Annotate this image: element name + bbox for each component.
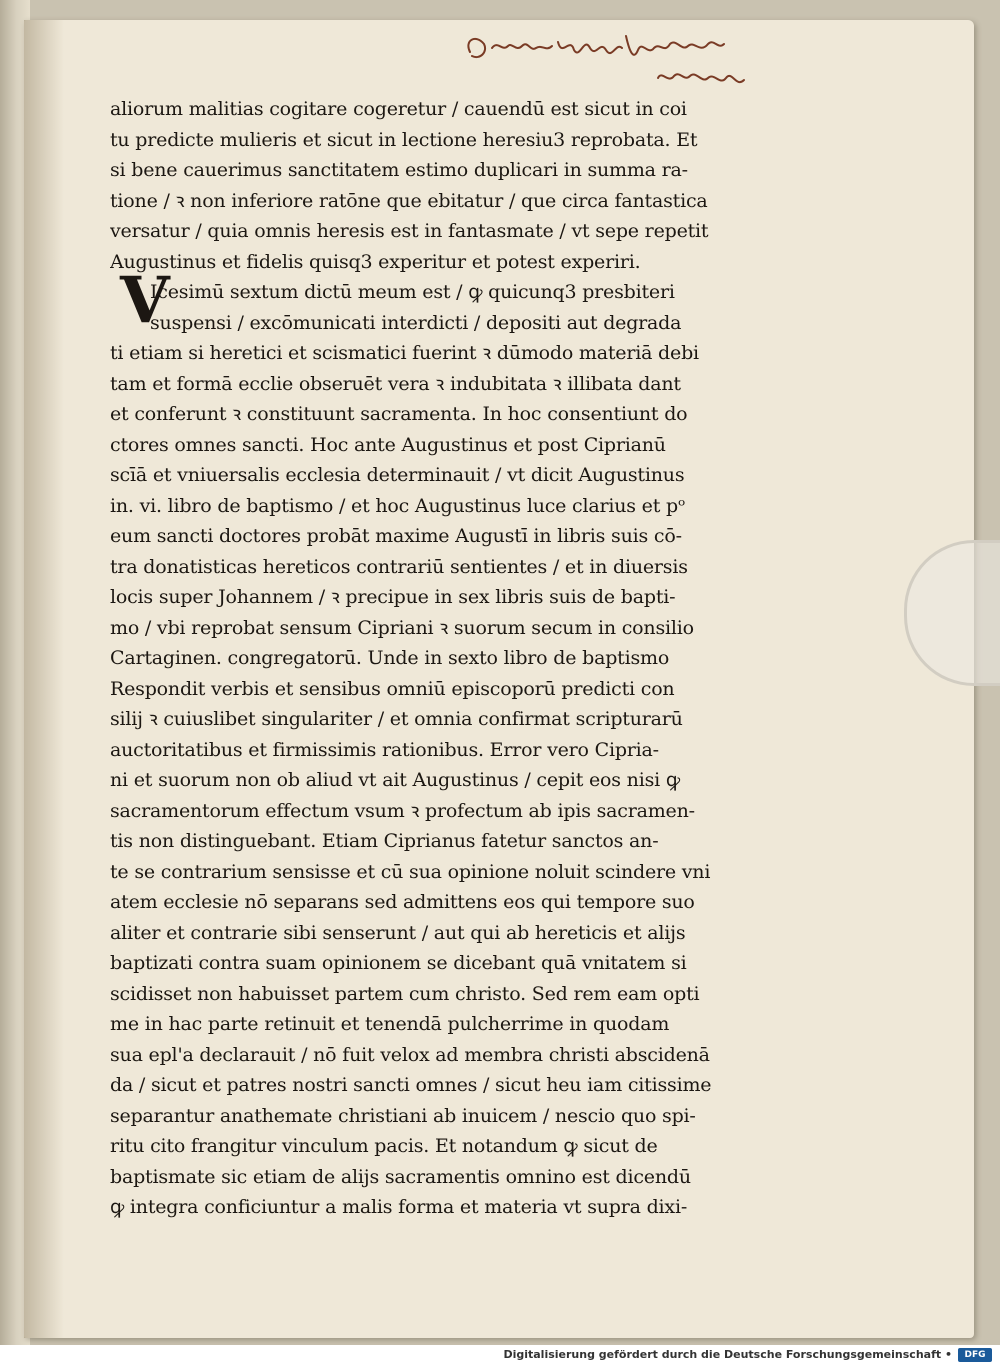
gutter-shadow — [24, 20, 64, 1338]
text-line: ctores omnes sancti. Hoc ante Augustinus et post Ciprianū — [110, 433, 666, 456]
text-line: ni et suorum non ob aliud vt ait Augustinus / cepit eos nisi ꝙ — [110, 769, 680, 791]
text-line: silij ꝛ cuiuslibet singulariter / et omnia confirmat scripturarū — [110, 708, 683, 730]
text-line: tra donatisticas hereticos contrariū sentientes / et in diuersis — [110, 555, 688, 578]
printed-text-block — [110, 94, 780, 1223]
text-line: scidisset non habuisset partem cum christo. Sed rem eam opti — [110, 982, 700, 1005]
text-line: aliorum malitias cogitare cogeretur / cauendū est sicut in coi — [110, 98, 687, 120]
text-line: baptizati contra suam opinionem se dicebant quā vnitatem si — [110, 952, 687, 974]
text-line: sacramentorum effectum vsum ꝛ profectum ab ipis sacramen- — [110, 799, 695, 822]
handwritten-annotation — [462, 30, 762, 100]
text-line: et conferunt ꝛ constituunt sacramenta. In hoc consentiunt do — [110, 403, 688, 425]
text-line: baptismate sic etiam de alijs sacramentis omnino est dicendū — [110, 1165, 691, 1188]
text-line: ritu cito frangitur vinculum pacis. Et notandum ꝙ sicut de — [110, 1135, 658, 1157]
text-line: atem ecclesie nō separans sed admittens eos qui tempore suo — [110, 891, 695, 913]
text-line: si bene cauerimus sanctitatem estimo duplicari in summa ra- — [110, 159, 688, 181]
text-line: da / sicut et patres nostri sancti omnes / sicut heu iam citissime — [110, 1074, 712, 1096]
handwriting-icon — [462, 30, 762, 100]
text-line: te se contrarium sensisse et cū sua opinione noluit scindere vni — [110, 860, 711, 883]
text-line: suspensi / excōmunicati interdicti / depositi aut degrada — [150, 311, 682, 334]
drop-initial: V — [120, 263, 170, 338]
text-line: auctoritatibus et firmissimis rationibus. Error vero Cipria- — [110, 738, 659, 761]
footer-credit — [503, 1348, 952, 1361]
text-line: tis non distinguebant. Etiam Ciprianus fatetur sanctos an- — [110, 830, 659, 852]
text-line: Icesimū sextum dictū meum est / ꝙ quicunq3 presbiteri — [150, 281, 675, 303]
footer-separator: • — [944, 1348, 952, 1361]
text-line: tu predicte mulieris et sicut in lectione heresiu3 reprobata. Et — [110, 128, 698, 151]
text-line: mo / vbi reprobat sensum Cipriani ꝛ suorum secum in consilio — [110, 616, 694, 639]
text-line: versatur / quia omnis heresis est in fantasmate / vt sepe repetit — [110, 220, 709, 242]
footer-bar — [0, 1345, 1000, 1366]
text-line: scīā et vniuersalis ecclesia determinauit / vt dicit Augustinus — [110, 464, 685, 486]
text-line: me in hac parte retinuit et tenendā pulcherrime in quodam — [110, 1013, 670, 1035]
text-line: ꝙ integra conficiuntur a malis forma et materia vt supra dixi- — [110, 1196, 688, 1218]
text-line: tam et formā ecclie obseruēt vera ꝛ indubitata ꝛ illibata dant — [110, 372, 681, 395]
text-line: separantur anathemate christiani ab inuicem / nescio quo spi- — [110, 1104, 696, 1127]
text-line: ti etiam si heretici et scismatici fuerint ꝛ dūmodo materiā debi — [110, 342, 699, 364]
text-line: in. vi. libro de baptismo / et hoc Augustinus luce clarius et pᵒ — [110, 494, 686, 517]
text-line: eum sancti doctores probāt maxime Augustī in libris suis cō- — [110, 525, 682, 547]
text-line: Cartaginen. congregatorū. Unde in sexto libro de baptismo — [110, 647, 670, 669]
dfg-logo[interactable]: DFG — [958, 1348, 992, 1362]
footer-credit-text: Digitalisierung gefördert durch die Deutsche Forschungsgemeinschaft — [503, 1348, 942, 1361]
text-line: tione / ꝛ non inferiore ratōne que ebitatur / que circa fantastica — [110, 189, 708, 212]
text-line: aliter et contrarie sibi senserunt / aut qui ab hereticis et alijs — [110, 921, 686, 944]
text-line: locis super Johannem / ꝛ precipue in sex libris suis de bapti- — [110, 586, 676, 608]
text-line: Augustinus et fidelis quisq3 experitur et potest experiri. — [110, 250, 641, 273]
text-line: sua epl'a declarauit / nō fuit velox ad membra christi abscidenā — [110, 1043, 710, 1066]
text-line: Respondit verbis et sensibus omniū episcoporū predicti con — [110, 677, 675, 700]
